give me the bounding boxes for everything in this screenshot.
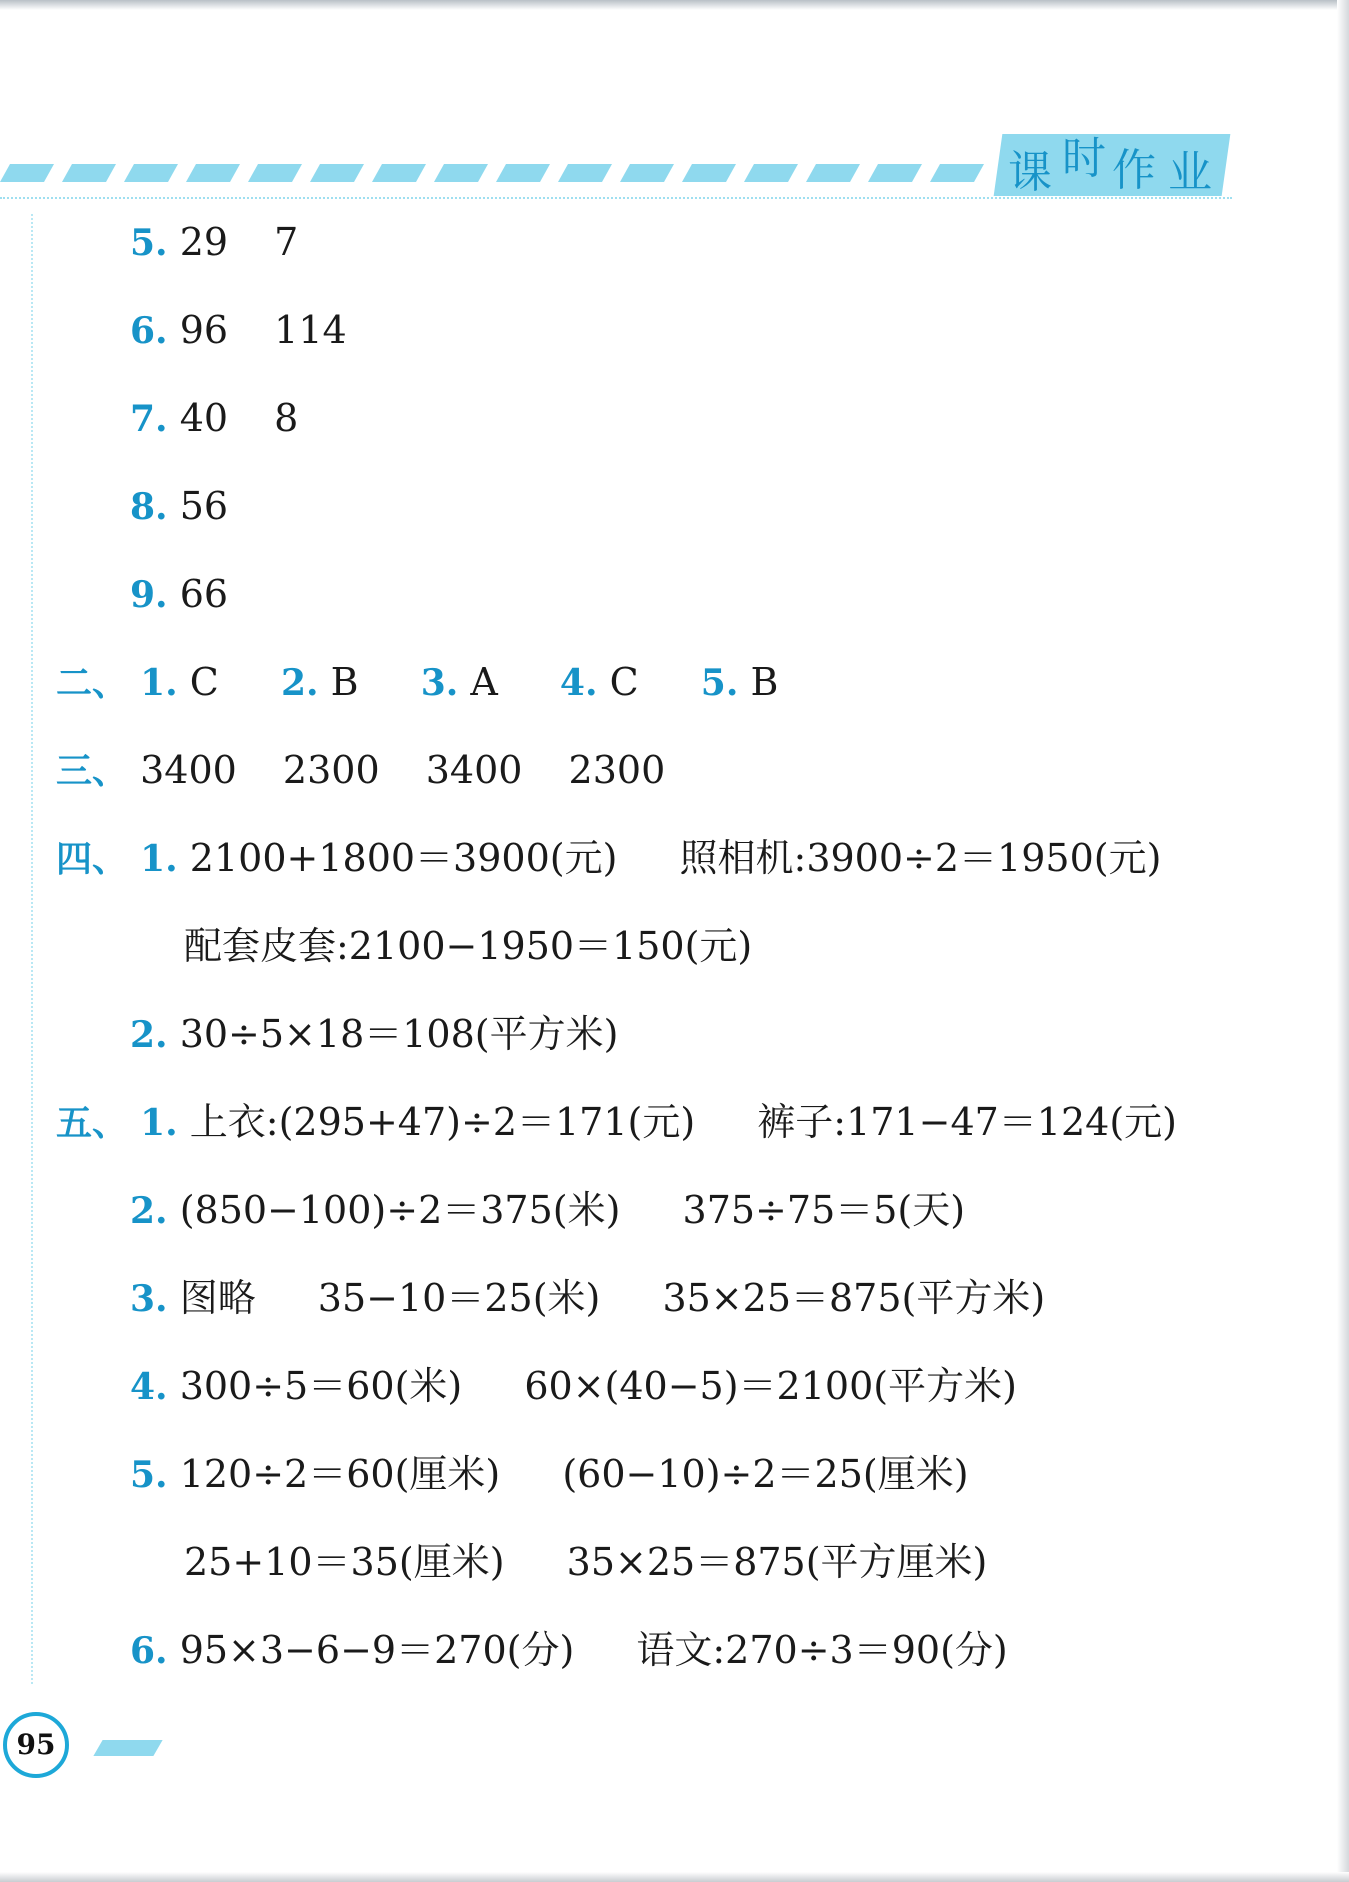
answer-text: 66 xyxy=(179,572,229,616)
answer-row xyxy=(130,1446,969,1502)
answer-text: 照相机:3900÷2＝1950(元) xyxy=(679,836,1162,880)
answer-text: 95×3−6−9＝270(分) xyxy=(179,1628,575,1672)
item-number: 9. xyxy=(130,574,168,616)
header-stripe xyxy=(744,164,798,182)
section-marker: 五、 xyxy=(56,1103,129,1144)
answer-text: (850−100)÷2＝375(米) xyxy=(179,1188,621,1232)
header-stripe xyxy=(0,164,54,182)
answer-text: 图略 xyxy=(179,1276,256,1320)
answer-text: 配套皮套:2100−1950＝150(元) xyxy=(184,924,753,968)
answer-text: B xyxy=(750,660,779,704)
answer-row xyxy=(130,478,228,534)
header-stripe xyxy=(496,164,550,182)
item-number: 3. xyxy=(420,662,459,704)
badge-char: 作 xyxy=(1112,145,1156,196)
answer-text: 3400 xyxy=(425,748,523,792)
item-number: 4. xyxy=(130,1366,168,1408)
item-number: 2. xyxy=(280,662,319,704)
answer-text: 375÷75＝5(天) xyxy=(682,1188,966,1232)
answer-row xyxy=(130,1622,1008,1678)
header-stripe xyxy=(558,164,612,182)
header-stripe xyxy=(620,164,674,182)
answer-text: 裤子:171−47＝124(元) xyxy=(757,1100,1177,1144)
answer-text: 2300 xyxy=(568,748,666,792)
answer-row xyxy=(130,566,228,622)
header-stripe xyxy=(62,164,116,182)
answer-row xyxy=(184,918,752,974)
header-stripe xyxy=(682,164,736,182)
header-stripe xyxy=(124,164,178,182)
section-marker: 四、 xyxy=(56,839,129,880)
answer-row xyxy=(130,302,347,358)
item-number: 5. xyxy=(700,662,739,704)
header-stripe xyxy=(930,164,984,182)
badge-char: 业 xyxy=(1168,136,1212,200)
answer-row xyxy=(56,742,665,798)
lesson-homework-badge xyxy=(990,122,1230,198)
answer-text: 3400 xyxy=(140,748,237,792)
answer-row xyxy=(184,1534,987,1590)
footer-stripe xyxy=(93,1740,162,1756)
header-stripe-band xyxy=(0,160,1000,196)
header-stripe xyxy=(806,164,860,182)
answer-text: 上衣:(295+47)÷2＝171(元) xyxy=(189,1100,696,1144)
answer-row xyxy=(130,1182,965,1238)
header-stripe xyxy=(186,164,240,182)
answer-row xyxy=(130,1270,1045,1326)
section-marker: 三、 xyxy=(56,751,129,792)
answer-text: 29 xyxy=(179,220,229,264)
answer-row xyxy=(130,214,298,270)
item-number: 8. xyxy=(130,486,168,528)
answer-text: 300÷5＝60(米) xyxy=(179,1364,463,1408)
item-number: 1. xyxy=(140,838,178,880)
answer-row xyxy=(130,390,298,446)
item-number: 7. xyxy=(130,398,168,440)
answer-row xyxy=(56,830,1161,886)
header-stripe xyxy=(372,164,426,182)
answer-text: 30÷5×18＝108(平方米) xyxy=(179,1012,619,1056)
page-number: 95 xyxy=(16,1728,56,1761)
answer-text: 40 xyxy=(179,396,229,440)
item-number: 4. xyxy=(559,662,598,704)
page-edge-bottom xyxy=(0,1872,1349,1882)
answer-text: 60×(40−5)＝2100(平方米) xyxy=(524,1364,1017,1408)
answer-text: A xyxy=(470,660,498,704)
header-stripe xyxy=(434,164,488,182)
header-stripe xyxy=(310,164,364,182)
page-number-badge xyxy=(3,1712,69,1778)
answer-text: 35−10＝25(米) xyxy=(317,1276,601,1320)
item-number: 3. xyxy=(130,1278,168,1320)
page-edge-top xyxy=(0,0,1349,10)
answer-text: 35×25＝875(平方米) xyxy=(662,1276,1046,1320)
header-stripe xyxy=(248,164,302,182)
answer-text: 96 xyxy=(179,308,229,352)
section-marker: 二、 xyxy=(56,663,129,704)
item-number: 2. xyxy=(130,1190,168,1232)
answer-text: 56 xyxy=(179,484,229,528)
answer-text: B xyxy=(330,660,359,704)
answer-text: 2100+1800＝3900(元) xyxy=(189,836,618,880)
item-number: 5. xyxy=(130,1454,168,1496)
answer-text: 2300 xyxy=(282,748,380,792)
badge-char: 时 xyxy=(1062,133,1106,184)
answer-text: 8 xyxy=(274,396,299,440)
answer-row xyxy=(56,654,778,710)
item-number: 6. xyxy=(130,310,168,352)
item-number: 1. xyxy=(140,1102,178,1144)
answer-text: 7 xyxy=(274,220,299,264)
header-stripe xyxy=(868,164,922,182)
margin-dotted-rule xyxy=(31,214,33,1684)
answer-text: 114 xyxy=(274,308,347,352)
answer-row xyxy=(56,1094,1177,1150)
badge-char: 课 xyxy=(1008,147,1052,198)
answer-text: 25+10＝35(厘米) xyxy=(184,1540,505,1584)
item-number: 6. xyxy=(130,1630,168,1672)
page-edge-right xyxy=(1337,0,1349,1882)
answer-text: C xyxy=(189,660,219,704)
item-number: 5. xyxy=(130,222,168,264)
answer-text: 120÷2＝60(厘米) xyxy=(179,1452,501,1496)
item-number: 1. xyxy=(140,662,178,704)
answer-text: (60−10)÷2＝25(厘米) xyxy=(562,1452,969,1496)
answer-text: 语文:270÷3＝90(分) xyxy=(636,1628,1008,1672)
answer-row xyxy=(130,1006,618,1062)
answer-text: 35×25＝875(平方厘米) xyxy=(566,1540,988,1584)
item-number: 2. xyxy=(130,1014,168,1056)
answer-text: C xyxy=(609,660,639,704)
answer-row xyxy=(130,1358,1017,1414)
